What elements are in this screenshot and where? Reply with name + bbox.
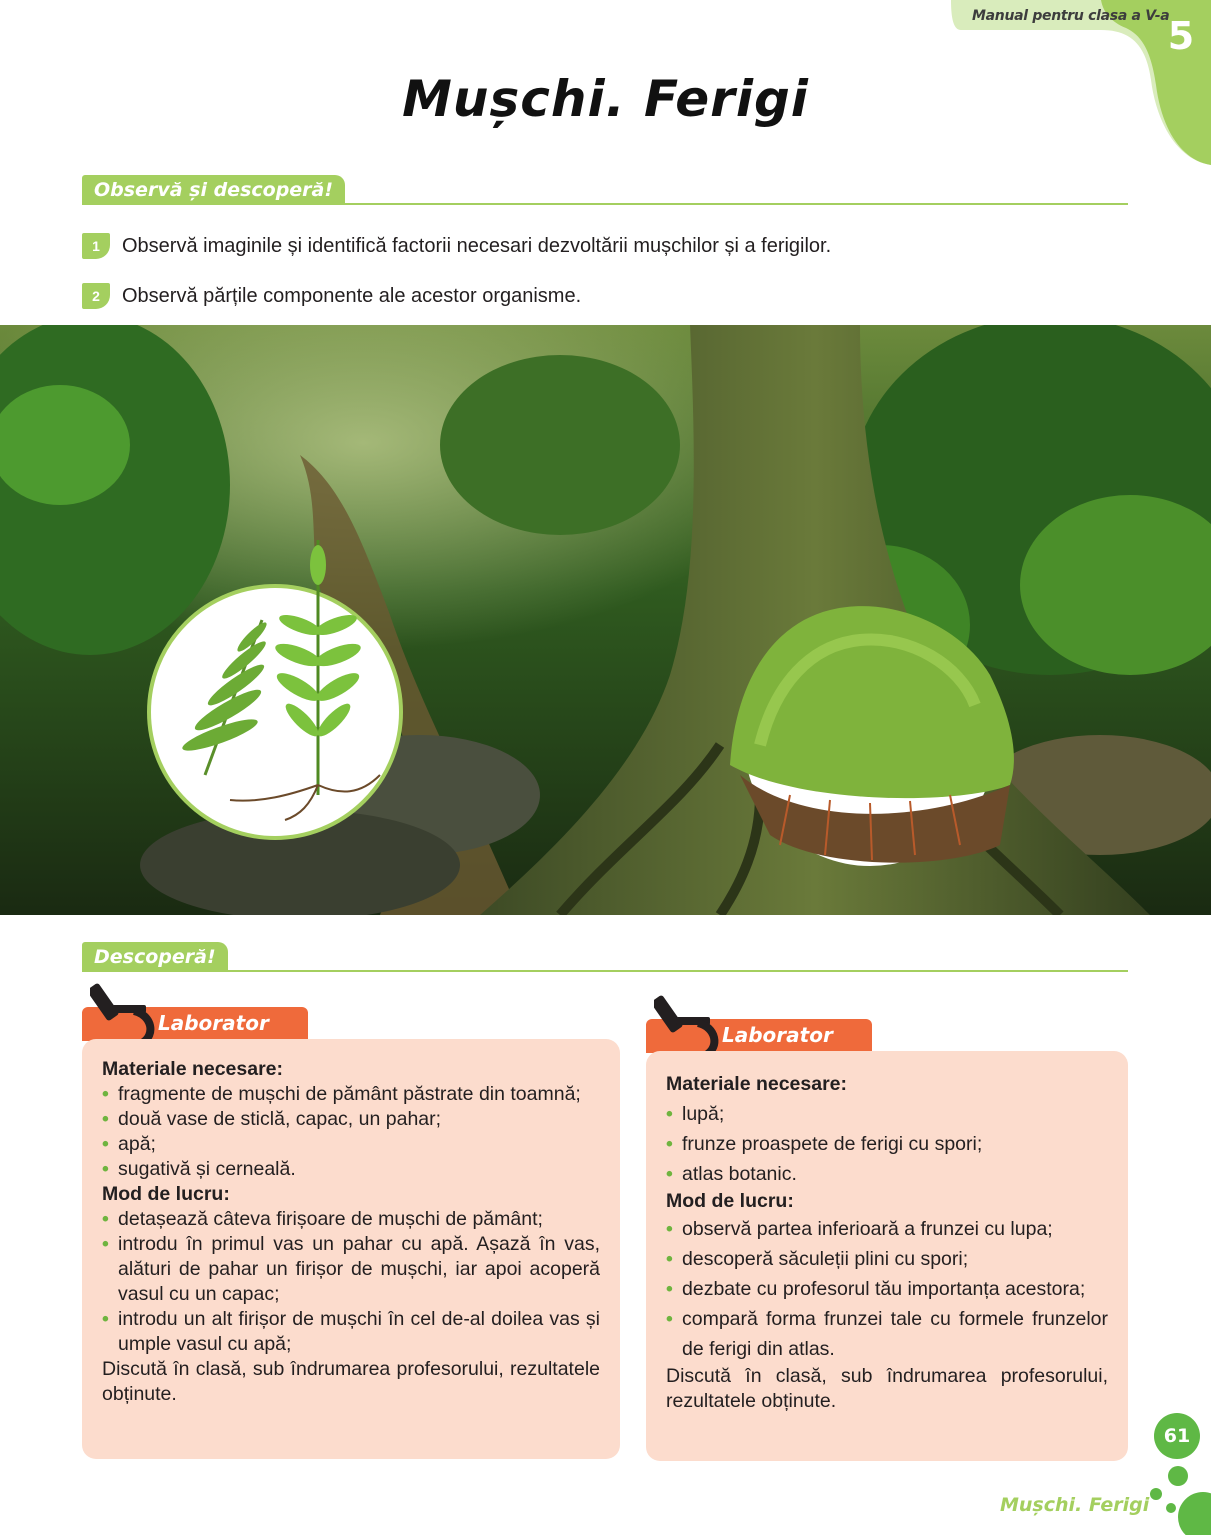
list-item: • observă partea inferioară a frunzei cu lupa;	[666, 1214, 1108, 1244]
decorative-dot	[1168, 1466, 1188, 1486]
list-item: • apă;	[102, 1132, 600, 1157]
list-item: • descoperă săculeții plini cu spori;	[666, 1244, 1108, 1274]
list-item: • compară forma frunzei tale cu formele frunzelor de ferigi din atlas.	[666, 1304, 1108, 1364]
manual-label: Manual pentru clasa a V-a	[972, 8, 1170, 24]
lab-conclusion: Discută în clasă, sub îndrumarea profesorului, rezultatele obținute.	[666, 1365, 1108, 1412]
forest-photo	[0, 325, 1211, 915]
observe-section-title: Observă și descoperă!	[82, 175, 345, 205]
exercise-1	[82, 232, 831, 260]
steps-list	[666, 1214, 1108, 1364]
exercise-number: 2	[82, 283, 110, 309]
discover-section-title: Descoperă!	[82, 942, 228, 972]
section-divider	[82, 203, 1128, 205]
materials-list	[102, 1082, 600, 1182]
exercise-text: Observă imaginile și identifică factorii necesari dezvoltării mușchilor și a ferigilor.	[122, 234, 832, 257]
materials-list	[666, 1099, 1108, 1189]
list-item: • lupă;	[666, 1099, 1108, 1129]
unit-number: 5	[1167, 14, 1195, 58]
exercise-2	[82, 282, 581, 310]
page-title: Mușchi. Ferigi	[402, 70, 809, 128]
observe-section-header	[82, 175, 1128, 205]
steps-list	[102, 1207, 600, 1357]
footer-chapter-title: Mușchi. Ferigi	[1000, 1494, 1150, 1516]
decorative-dot	[1166, 1503, 1176, 1513]
exercise-text: Observă părțile componente ale acestor organisme.	[122, 284, 582, 307]
list-item: • sugativă și cerneală.	[102, 1157, 600, 1182]
list-item: • introdu un alt firișor de mușchi în cel de-al doilea vas și umple vasul cu apă;	[102, 1307, 600, 1357]
list-item: • frunze proaspete de ferigi cu spori;	[666, 1129, 1108, 1159]
list-item: • două vase de sticlă, capac, un pahar;	[102, 1107, 600, 1132]
lab-conclusion: Discută în clasă, sub îndrumarea profesorului, rezultatele obținute.	[102, 1358, 600, 1405]
section-divider	[82, 970, 1128, 972]
list-item: • introdu în primul vas un pahar cu apă. Așază în vas, alături de pahar un firișor de mușchi, iar apoi acoperă vasul cu un capac;	[102, 1232, 600, 1307]
method-title: Mod de lucru:	[102, 1183, 230, 1205]
lab-label: Laborator	[158, 1011, 269, 1035]
decorative-dot	[1178, 1492, 1211, 1535]
list-item: • dezbate cu profesorul tău importanța acestora;	[666, 1274, 1108, 1304]
exercise-number: 1	[82, 233, 110, 259]
page-number: 61	[1154, 1413, 1200, 1459]
materials-title: Materiale necesare:	[666, 1073, 848, 1095]
lab-body	[82, 1039, 620, 1459]
method-title: Mod de lucru:	[666, 1190, 794, 1212]
list-item: • fragmente de mușchi de pământ păstrate din toamnă;	[102, 1082, 600, 1107]
lab-card-1	[82, 975, 620, 1460]
decorative-dot	[1150, 1488, 1162, 1500]
lab-card-2	[646, 987, 1128, 1462]
list-item: • detașează câteva firișoare de mușchi de pământ;	[102, 1207, 600, 1232]
list-item: • atlas botanic.	[666, 1159, 1108, 1189]
materials-title: Materiale necesare:	[102, 1058, 284, 1080]
discover-section-header	[82, 942, 1128, 972]
lab-body	[646, 1051, 1128, 1461]
lab-label: Laborator	[722, 1023, 833, 1047]
